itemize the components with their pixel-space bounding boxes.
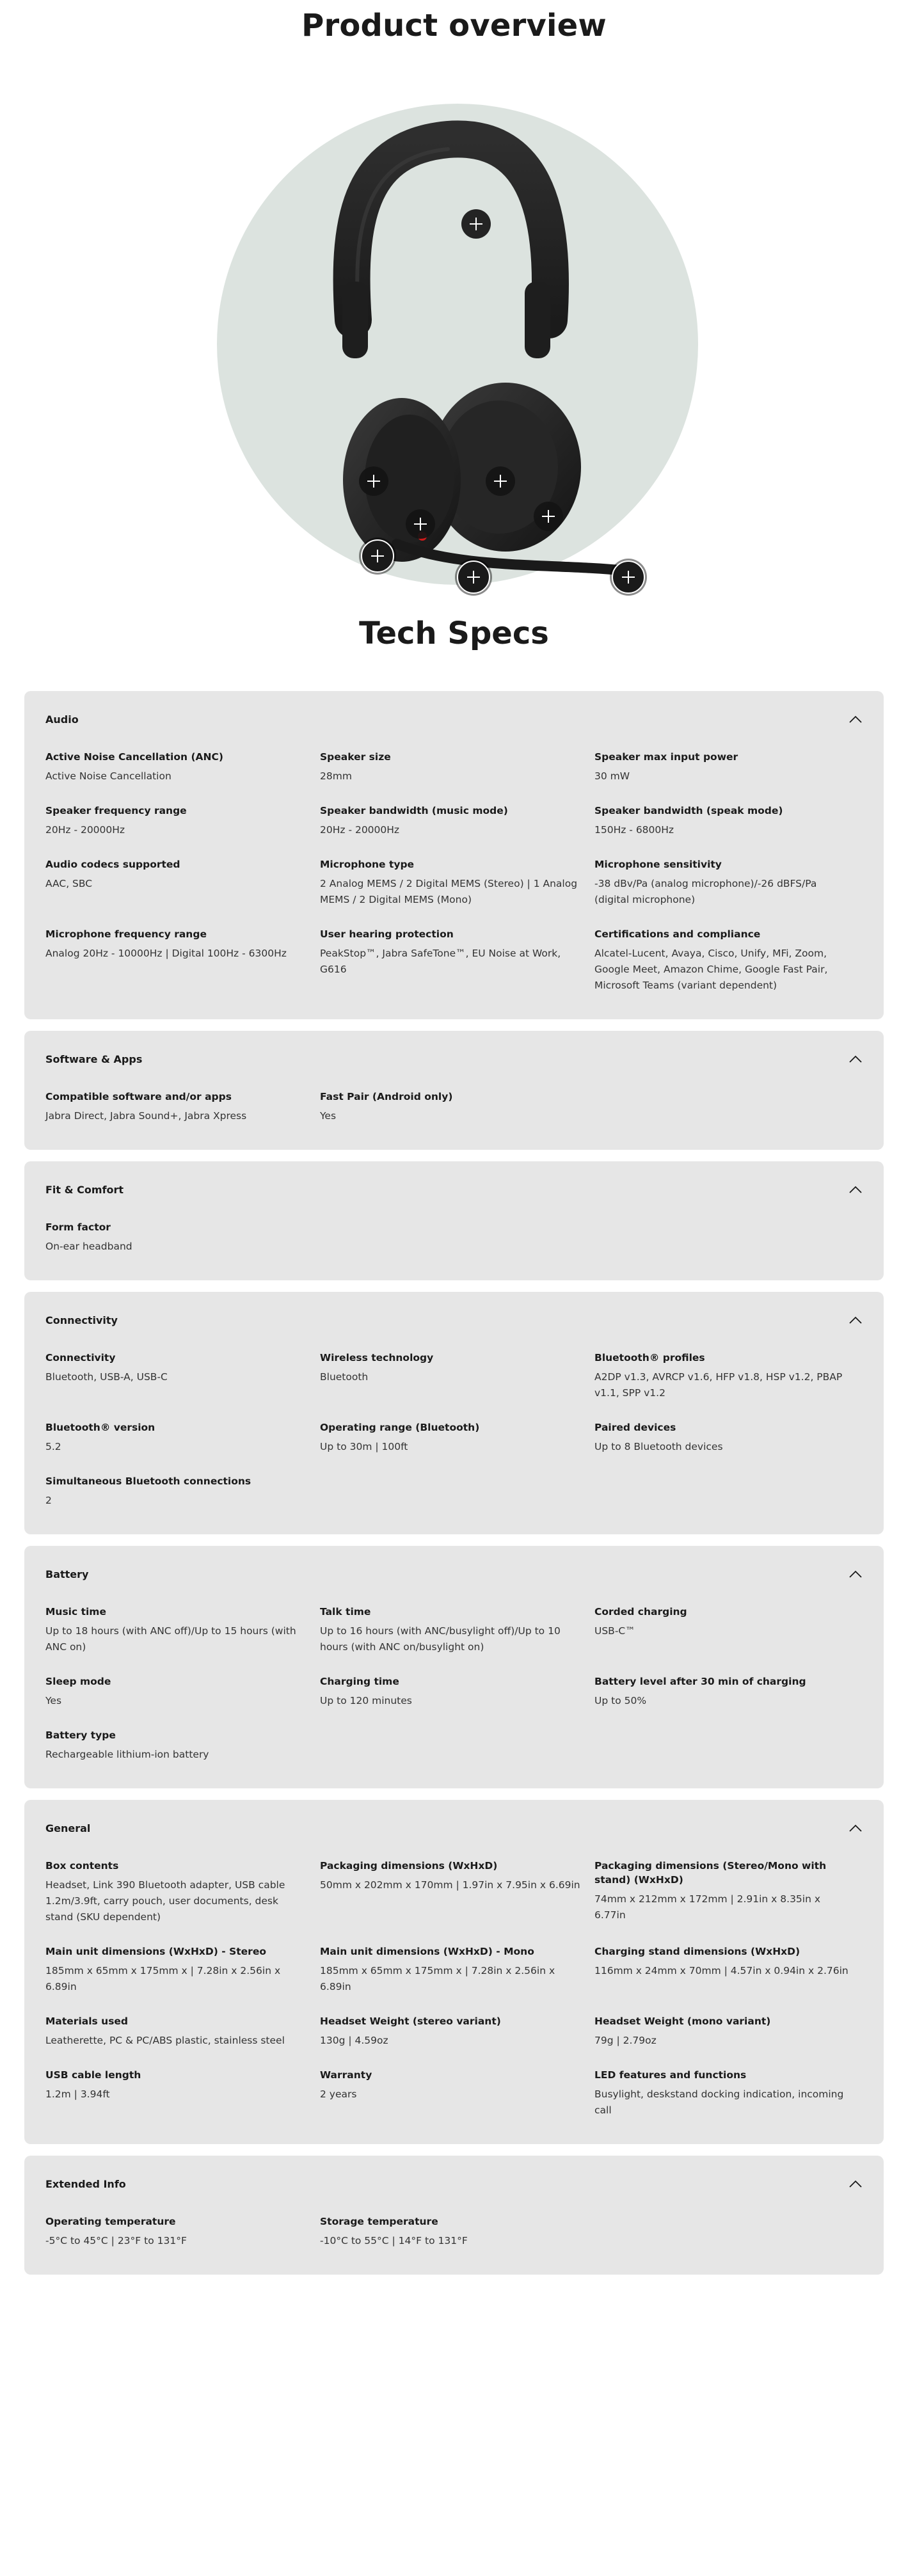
tech-specs-list bbox=[0, 691, 908, 2275]
spec-item bbox=[320, 2214, 594, 2249]
spec-grid bbox=[45, 2214, 863, 2249]
spec-item bbox=[320, 804, 594, 838]
section-title: Extended Info bbox=[45, 2177, 126, 2190]
spec-name: Storage temperature bbox=[320, 2216, 438, 2227]
spec-item bbox=[45, 2068, 320, 2119]
spec-section-connectivity bbox=[24, 1292, 884, 1534]
spec-name: Audio codecs supported bbox=[45, 859, 180, 870]
spec-section-fit-comfort bbox=[24, 1161, 884, 1280]
spec-value: 185mm x 65mm x 175mm x | 7.28in x 2.56in x 6.89in bbox=[45, 1965, 281, 1992]
spec-value: Bluetooth bbox=[320, 1371, 369, 1383]
hotspot-right-cup-top[interactable] bbox=[486, 466, 515, 496]
spec-value: 2 Analog MEMS / 2 Digital MEMS (Stereo) | 1 Analog MEMS / 2 Digital MEMS (Mono) bbox=[320, 878, 578, 905]
section-title: Audio bbox=[45, 713, 79, 726]
spec-item bbox=[594, 2068, 863, 2119]
spec-value: 185mm x 65mm x 175mm x | 7.28in x 2.56in x 6.89in bbox=[320, 1965, 555, 1992]
hotspot-left-cup[interactable] bbox=[359, 466, 388, 496]
spec-name: Battery level after 30 min of charging bbox=[594, 1676, 806, 1687]
spec-value: Up to 50% bbox=[594, 1695, 647, 1706]
spec-item bbox=[45, 1674, 320, 1709]
spec-name: Materials used bbox=[45, 2015, 129, 2027]
spec-item bbox=[45, 2214, 320, 2249]
spec-name: User hearing protection bbox=[320, 928, 454, 940]
spec-value: Up to 8 Bluetooth devices bbox=[594, 1441, 723, 1452]
spec-item bbox=[45, 927, 320, 994]
chevron-up-icon[interactable] bbox=[848, 2179, 863, 2188]
spec-item bbox=[320, 1351, 594, 1401]
spec-grid bbox=[45, 1090, 863, 1124]
spec-item bbox=[320, 1674, 594, 1709]
spec-grid bbox=[45, 1220, 863, 1255]
spec-name: Speaker frequency range bbox=[45, 805, 187, 816]
spec-value: 5.2 bbox=[45, 1441, 61, 1452]
spec-item bbox=[45, 1351, 320, 1401]
spec-value: Active Noise Cancellation bbox=[45, 770, 171, 782]
spec-item bbox=[320, 1944, 594, 1995]
spec-value: A2DP v1.3, AVRCP v1.6, HFP v1.8, HSP v1.2, PBAP v1.1, SPP v1.2 bbox=[594, 1371, 843, 1399]
section-title: General bbox=[45, 1822, 91, 1834]
hotspot-busylight[interactable] bbox=[406, 509, 435, 539]
spec-value: 74mm x 212mm x 172mm | 2.91in x 8.35in x 6.77in bbox=[594, 1893, 821, 1921]
spec-value: 150Hz - 6800Hz bbox=[594, 824, 674, 836]
spec-name: Microphone frequency range bbox=[45, 928, 207, 940]
spec-name: Paired devices bbox=[594, 1422, 676, 1433]
spec-item bbox=[320, 750, 594, 784]
spec-name: Microphone type bbox=[320, 859, 415, 870]
chevron-up-icon[interactable] bbox=[848, 715, 863, 724]
spec-item bbox=[45, 1474, 320, 1509]
section-title: Connectivity bbox=[45, 1314, 118, 1326]
section-toggle[interactable] bbox=[45, 1800, 863, 1856]
spec-item bbox=[320, 1090, 594, 1124]
spec-value: Analog 20Hz - 10000Hz | Digital 100Hz - 6300Hz bbox=[45, 948, 287, 959]
spec-value: 20Hz - 20000Hz bbox=[320, 824, 400, 836]
section-title: Battery bbox=[45, 1568, 89, 1580]
spec-value: 28mm bbox=[320, 770, 352, 782]
spec-name: Corded charging bbox=[594, 1606, 687, 1618]
spec-name: Music time bbox=[45, 1606, 106, 1618]
spec-item bbox=[320, 857, 594, 908]
spec-item bbox=[45, 1728, 320, 1763]
spec-item bbox=[320, 1420, 594, 1455]
spec-value: Up to 18 hours (with ANC off)/Up to 15 hours (with ANC on) bbox=[45, 1625, 296, 1653]
spec-item bbox=[594, 2014, 863, 2049]
spec-value: Rechargeable lithium-ion battery bbox=[45, 1749, 209, 1760]
spec-value: Up to 120 minutes bbox=[320, 1695, 412, 1706]
spec-item bbox=[45, 857, 320, 908]
spec-value: Busylight, deskstand docking indication, incoming call bbox=[594, 2088, 844, 2116]
spec-item bbox=[45, 1220, 320, 1255]
spec-name: Compatible software and/or apps bbox=[45, 1091, 232, 1102]
spec-value: 130g | 4.59oz bbox=[320, 2035, 388, 2046]
spec-value: Up to 30m | 100ft bbox=[320, 1441, 408, 1452]
spec-name: Warranty bbox=[320, 2069, 372, 2081]
spec-name: Battery type bbox=[45, 1729, 116, 1741]
spec-value: Alcatel-Lucent, Avaya, Cisco, Unify, MFi, Zoom, Google Meet, Amazon Chime, Google Fast Pair, Microsoft Teams (variant dependent) bbox=[594, 948, 828, 991]
spec-name: Simultaneous Bluetooth connections bbox=[45, 1475, 251, 1487]
spec-item bbox=[320, 1605, 594, 1655]
spec-name: Speaker bandwidth (music mode) bbox=[320, 805, 508, 816]
spec-value: -38 dBv/Pa (analog microphone)/-26 dBFS/Pa (digital microphone) bbox=[594, 878, 817, 905]
spec-name: USB cable length bbox=[45, 2069, 141, 2081]
spec-item bbox=[320, 2014, 594, 2049]
spec-item bbox=[45, 1420, 320, 1455]
spec-name: Connectivity bbox=[45, 1352, 116, 1364]
spec-item bbox=[594, 750, 863, 784]
headset-image bbox=[0, 51, 908, 614]
spec-item bbox=[594, 1944, 863, 1995]
spec-name: Charging stand dimensions (WxHxD) bbox=[594, 1946, 800, 1957]
spec-name: Headset Weight (stereo variant) bbox=[320, 2015, 501, 2027]
spec-grid bbox=[45, 1351, 863, 1509]
spec-value: AAC, SBC bbox=[45, 878, 93, 889]
spec-section-software-apps bbox=[24, 1031, 884, 1150]
chevron-up-icon[interactable] bbox=[848, 1185, 863, 1194]
hotspot-usb-port[interactable] bbox=[361, 539, 394, 573]
spec-item bbox=[45, 2014, 320, 2049]
spec-grid bbox=[45, 1605, 863, 1763]
spec-name: Active Noise Cancellation (ANC) bbox=[45, 751, 223, 763]
section-toggle[interactable] bbox=[45, 1031, 863, 1087]
spec-value: -5°C to 45°C | 23°F to 131°F bbox=[45, 2235, 187, 2246]
spec-value: 116mm x 24mm x 70mm | 4.57in x 0.94in x 2.76in bbox=[594, 1965, 848, 1976]
spec-item bbox=[594, 1420, 863, 1455]
spec-item bbox=[594, 857, 863, 908]
spec-value: Jabra Direct, Jabra Sound+, Jabra Xpress bbox=[45, 1110, 247, 1122]
spec-value: Yes bbox=[320, 1110, 337, 1122]
section-toggle[interactable] bbox=[45, 691, 863, 747]
chevron-up-icon[interactable] bbox=[848, 1316, 863, 1324]
spec-section-extended-info bbox=[24, 2156, 884, 2275]
section-title: Fit & Comfort bbox=[45, 1183, 124, 1196]
spec-value: 50mm x 202mm x 170mm | 1.97in x 7.95in x 6.69in bbox=[320, 1879, 580, 1891]
spec-name: Bluetooth® profiles bbox=[594, 1352, 705, 1364]
spec-value: 20Hz - 20000Hz bbox=[45, 824, 125, 836]
section-toggle[interactable] bbox=[45, 1161, 863, 1218]
page-title: Product overview bbox=[301, 8, 607, 44]
chevron-up-icon[interactable] bbox=[848, 1570, 863, 1578]
spec-item bbox=[45, 804, 320, 838]
spec-name: Main unit dimensions (WxHxD) - Mono bbox=[320, 1946, 534, 1957]
spec-item bbox=[594, 804, 863, 838]
spec-item bbox=[45, 1090, 320, 1124]
spec-name: Charging time bbox=[320, 1676, 399, 1687]
spec-name: Main unit dimensions (WxHxD) - Stereo bbox=[45, 1946, 266, 1957]
spec-name: Speaker bandwidth (speak mode) bbox=[594, 805, 783, 816]
spec-item bbox=[320, 1859, 594, 1925]
hotspot-mic-boom[interactable] bbox=[457, 561, 490, 594]
spec-item bbox=[594, 927, 863, 994]
spec-item bbox=[594, 1859, 863, 1925]
spec-name: Packaging dimensions (Stereo/Mono with stand) (WxHxD) bbox=[594, 1860, 827, 1886]
spec-value: Headset, Link 390 Bluetooth adapter, USB cable 1.2m/3.9ft, carry pouch, user documents, desk stand (SKU dependent) bbox=[45, 1879, 285, 1923]
spec-name: Wireless technology bbox=[320, 1352, 434, 1364]
spec-value: 30 mW bbox=[594, 770, 630, 782]
spec-item bbox=[45, 1859, 320, 1925]
section-toggle[interactable] bbox=[45, 1546, 863, 1602]
spec-value: 2 years bbox=[320, 2088, 357, 2100]
spec-section-general bbox=[24, 1800, 884, 2144]
spec-item bbox=[45, 1944, 320, 1995]
spec-name: Packaging dimensions (WxHxD) bbox=[320, 1860, 498, 1872]
spec-item bbox=[594, 1351, 863, 1401]
spec-item bbox=[594, 1674, 863, 1709]
spec-value: 79g | 2.79oz bbox=[594, 2035, 657, 2046]
chevron-up-icon[interactable] bbox=[848, 1824, 863, 1833]
spec-name: Headset Weight (mono variant) bbox=[594, 2015, 771, 2027]
spec-grid bbox=[45, 750, 863, 994]
spec-name: Speaker size bbox=[320, 751, 391, 763]
section-title: Software & Apps bbox=[45, 1053, 143, 1065]
spec-value: Bluetooth, USB-A, USB-C bbox=[45, 1371, 168, 1383]
spec-name: Talk time bbox=[320, 1606, 371, 1618]
spec-section-audio bbox=[24, 691, 884, 1019]
spec-item bbox=[320, 927, 594, 994]
spec-grid bbox=[45, 1859, 863, 2119]
spec-name: Bluetooth® version bbox=[45, 1422, 155, 1433]
spec-name: Certifications and compliance bbox=[594, 928, 761, 940]
spec-name: Form factor bbox=[45, 1221, 111, 1233]
spec-name: Sleep mode bbox=[45, 1676, 111, 1687]
spec-name: Speaker max input power bbox=[594, 751, 738, 763]
spec-name: LED features and functions bbox=[594, 2069, 747, 2081]
spec-item bbox=[594, 1605, 863, 1655]
tech-specs-title: Tech Specs bbox=[359, 616, 549, 651]
hotspot-headband[interactable] bbox=[461, 209, 491, 239]
spec-name: Operating range (Bluetooth) bbox=[320, 1422, 480, 1433]
spec-value: Up to 16 hours (with ANC/busylight off)/Up to 10 hours (with ANC on/busylight on) bbox=[320, 1625, 561, 1653]
spec-value: -10°C to 55°C | 14°F to 131°F bbox=[320, 2235, 468, 2246]
product-hero bbox=[0, 51, 908, 614]
spec-value: 2 bbox=[45, 1495, 52, 1506]
spec-name: Fast Pair (Android only) bbox=[320, 1091, 453, 1102]
spec-section-battery bbox=[24, 1546, 884, 1788]
spec-value: USB-C™ bbox=[594, 1625, 635, 1637]
spec-name: Microphone sensitivity bbox=[594, 859, 722, 870]
spec-value: 1.2m | 3.94ft bbox=[45, 2088, 110, 2100]
section-toggle[interactable] bbox=[45, 1292, 863, 1348]
spec-item bbox=[45, 750, 320, 784]
chevron-up-icon[interactable] bbox=[848, 1054, 863, 1063]
section-toggle[interactable] bbox=[45, 2156, 863, 2212]
spec-value: On-ear headband bbox=[45, 1241, 132, 1252]
spec-value: Yes bbox=[45, 1695, 62, 1706]
spec-value: Leatherette, PC & PC/ABS plastic, stainless steel bbox=[45, 2035, 285, 2046]
hotspot-right-cup-bottom[interactable] bbox=[534, 502, 563, 531]
hotspot-mic-tip[interactable] bbox=[612, 561, 645, 594]
spec-item bbox=[320, 2068, 594, 2119]
spec-item bbox=[45, 1605, 320, 1655]
spec-value: PeakStop™, Jabra SafeTone™, EU Noise at Work, G616 bbox=[320, 948, 561, 975]
spec-name: Box contents bbox=[45, 1860, 119, 1872]
spec-name: Operating temperature bbox=[45, 2216, 176, 2227]
